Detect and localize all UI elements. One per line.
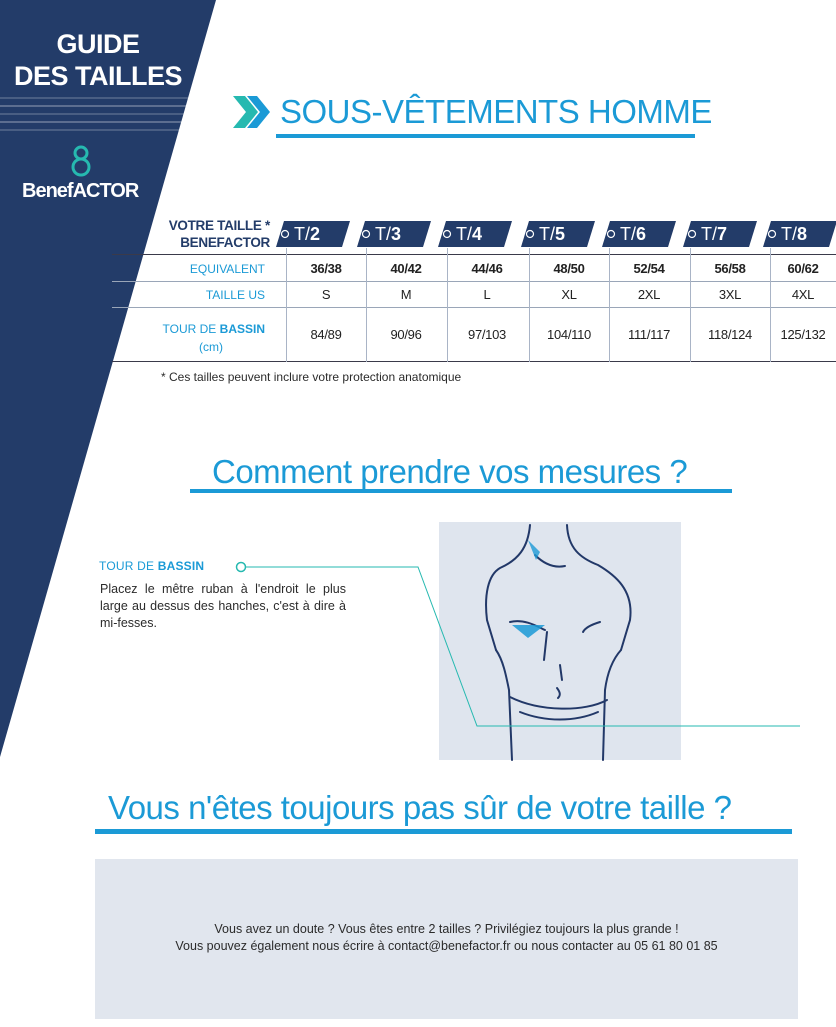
size-tab-number: 3 [391, 224, 402, 244]
size-tab-prefix: T/ [781, 224, 797, 244]
size-cell: 3XL [718, 287, 742, 302]
size-cell: 125/132 [780, 327, 826, 342]
size-footnote: * Ces tailles peuvent inclure votre protection anatomique [161, 370, 462, 384]
size-tab-label [456, 221, 482, 247]
size-tab-8 [763, 221, 836, 247]
row-label-bassin-prefix: TOUR DE [162, 322, 220, 336]
size-tab-number: 7 [717, 224, 728, 244]
size-cell: 60/62 [787, 261, 819, 276]
size-tab-number: 5 [555, 224, 566, 244]
row-label-taille-us: TAILLE US [205, 288, 265, 302]
size-cell: 36/38 [310, 261, 342, 276]
table-top-line [112, 254, 836, 255]
measure-label [99, 559, 204, 573]
help-text [95, 921, 798, 955]
size-tab-label [294, 221, 320, 247]
size-cell: 104/110 [547, 327, 591, 342]
logo-text: BenefACTOR [22, 180, 139, 202]
size-cell: S [321, 287, 331, 302]
size-cell: 97/103 [468, 327, 506, 342]
table-bottom-line [112, 361, 836, 362]
size-tab-prefix: T/ [539, 224, 555, 244]
size-tab-5 [521, 221, 595, 247]
size-tab-label [620, 221, 646, 247]
row-label-bassin-bold: BASSIN [219, 322, 265, 336]
size-tab-prefix: T/ [701, 224, 717, 244]
measure-description: Placez le mêtre ruban à l'endroit le plus large au dessus des hanches, c'est à dire à mi-fesses. [100, 582, 346, 630]
size-tab-label [701, 221, 727, 247]
body-illustration-bg [439, 522, 681, 760]
size-cell: 118/124 [708, 327, 752, 342]
help-line-2: Vous pouvez également nous écrire à contact@benefactor.fr ou nous contacter au 05 61 80 01 85 [175, 939, 718, 953]
size-tab-6 [602, 221, 676, 247]
size-cell: 111/117 [628, 327, 670, 342]
size-tab-2 [276, 221, 350, 247]
table-row-line-1 [112, 281, 836, 282]
size-tab-7 [683, 221, 757, 247]
benefactor-logo [20, 142, 150, 202]
size-tab-label [375, 221, 401, 247]
size-table-header-label [130, 217, 270, 251]
size-cell: 90/96 [390, 327, 422, 342]
size-cell: 4XL [791, 287, 815, 302]
size-tab-number: 2 [310, 224, 321, 244]
size-tab-4 [438, 221, 512, 247]
size-tab-prefix: T/ [456, 224, 472, 244]
double-chevron-icon [233, 96, 270, 128]
size-label-line2: BENEFACTOR [180, 235, 270, 250]
size-cell: 56/58 [714, 261, 746, 276]
size-tab-prefix: T/ [375, 224, 391, 244]
size-tab-number: 4 [472, 224, 483, 244]
size-tab-prefix: T/ [620, 224, 636, 244]
measure-label-bold: BASSIN [157, 559, 205, 573]
measure-label-prefix: TOUR DE [99, 559, 158, 573]
size-cell: 44/46 [471, 261, 503, 276]
size-cell: 40/42 [390, 261, 422, 276]
size-tab-prefix: T/ [294, 224, 310, 244]
row-label-equivalent: EQUIVALENT [189, 262, 265, 276]
size-tab-3 [357, 221, 431, 247]
guide-title-line2: DES TAILLES [13, 61, 182, 91]
size-tab-label [781, 221, 807, 247]
size-cell: 48/50 [553, 261, 585, 276]
size-label-line1: VOTRE TAILLE * [168, 218, 270, 233]
row-label-tour-de-bassin [140, 320, 265, 356]
benefactor-logo-icon [20, 142, 150, 182]
size-cell: 84/89 [310, 327, 342, 342]
guide-title [0, 28, 196, 92]
guide-title-line1: GUIDE [56, 29, 140, 59]
help-title: Vous n'êtes toujours pas sûr de votre taille ? [108, 789, 732, 826]
size-cell: 52/54 [633, 261, 665, 276]
size-tab-number: 8 [797, 224, 808, 244]
row-label-bassin-unit: (cm) [199, 340, 223, 354]
section-title: SOUS-VÊTEMENTS HOMME [280, 93, 712, 130]
size-tab-number: 6 [636, 224, 647, 244]
size-cell: L [483, 287, 491, 302]
table-row-line-2 [112, 307, 836, 308]
size-cell: M [400, 287, 412, 302]
help-line-1: Vous avez un doute ? Vous êtes entre 2 tailles ? Privilégiez toujours la plus grande ! [214, 922, 679, 936]
size-cell: 2XL [637, 287, 661, 302]
size-cell: XL [561, 287, 577, 302]
size-tab-label [539, 221, 565, 247]
measures-title: Comment prendre vos mesures ? [212, 453, 688, 490]
